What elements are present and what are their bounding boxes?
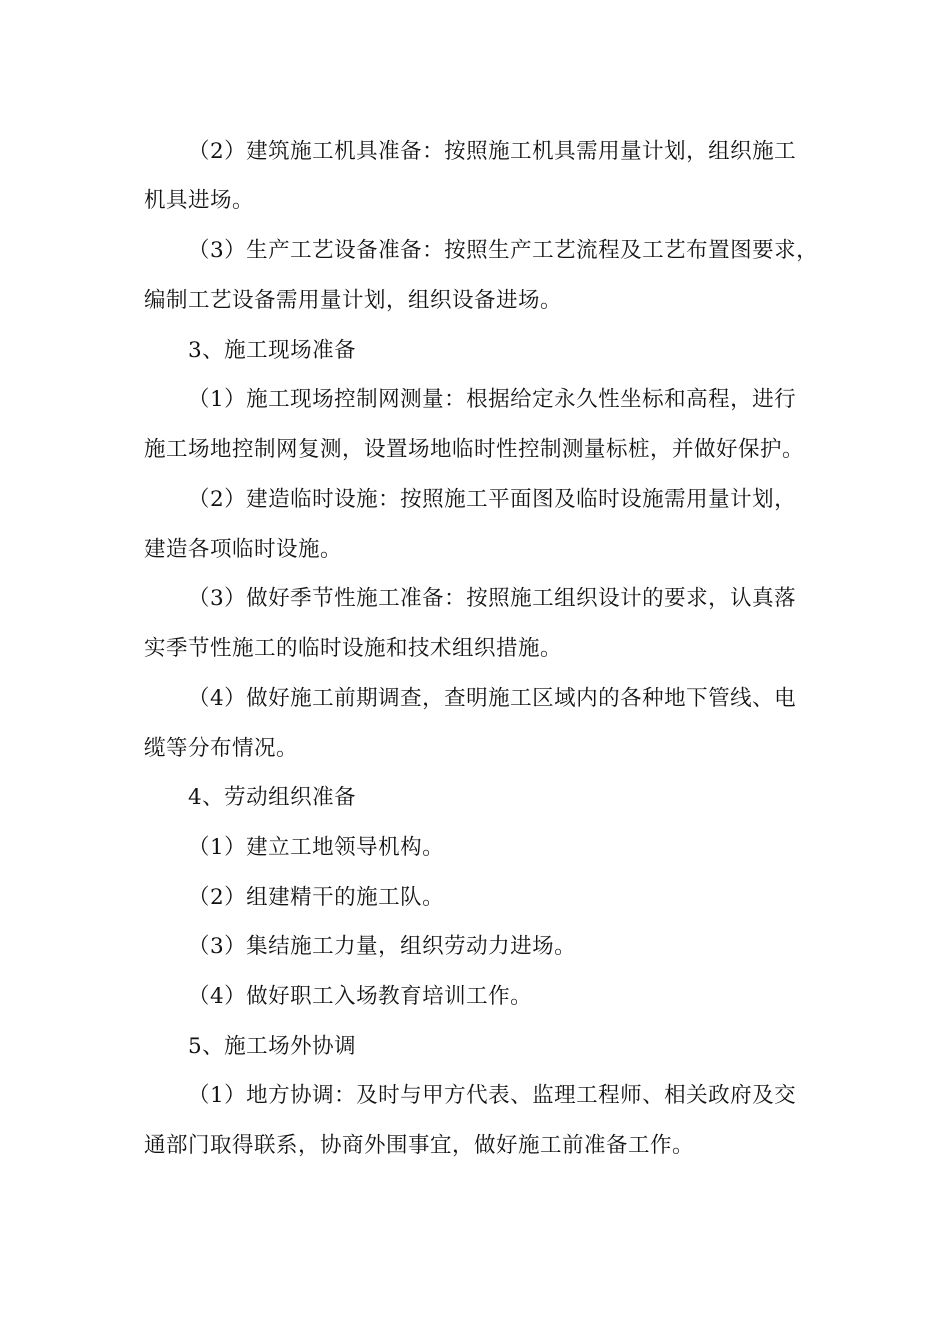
paragraph-line: 机具进场。: [144, 188, 255, 213]
paragraph-line: （4）做好施工前期调查，查明施工区域内的各种地下管线、电: [188, 686, 797, 711]
paragraph-line: （3）集结施工力量，组织劳动力进场。: [188, 934, 577, 959]
paragraph-line: 通部门取得联系，协商外围事宜，做好施工前准备工作。: [144, 1133, 695, 1158]
paragraph-line: （2）组建精干的施工队。: [188, 885, 445, 910]
paragraph-line: （1）建立工地领导机构。: [188, 835, 445, 860]
paragraph-line: 编制工艺设备需用量计划，组织设备进场。: [144, 288, 563, 313]
paragraph-line: 施工场地控制网复测，设置场地临时性控制测量标桩，并做好保护。: [144, 437, 805, 462]
paragraph-line: 建造各项临时设施。: [144, 537, 343, 562]
paragraph-line: （4）做好职工入场教育培训工作。: [188, 984, 533, 1009]
paragraph-line: （3）生产工艺设备准备：按照生产工艺流程及工艺布置图要求，: [188, 238, 819, 263]
paragraph-line: （2）建造临时设施：按照施工平面图及临时设施需用量计划，: [188, 487, 797, 512]
paragraph-line: 实季节性施工的临时设施和技术组织措施。: [144, 636, 563, 661]
paragraph-line: （1）施工现场控制网测量：根据给定永久性坐标和高程，进行: [188, 387, 797, 412]
section-heading: 5、施工场外协调: [188, 1034, 357, 1059]
paragraph-line: （1）地方协调：及时与甲方代表、监理工程师、相关政府及交: [188, 1083, 797, 1108]
paragraph-line: （3）做好季节性施工准备：按照施工组织设计的要求，认真落: [188, 586, 797, 611]
section-heading: 3、施工现场准备: [188, 338, 357, 363]
section-heading: 4、劳动组织准备: [188, 785, 357, 810]
paragraph-line: 缆等分布情况。: [144, 736, 299, 761]
paragraph-line: （2）建筑施工机具准备：按照施工机具需用量计划，组织施工: [188, 139, 797, 164]
